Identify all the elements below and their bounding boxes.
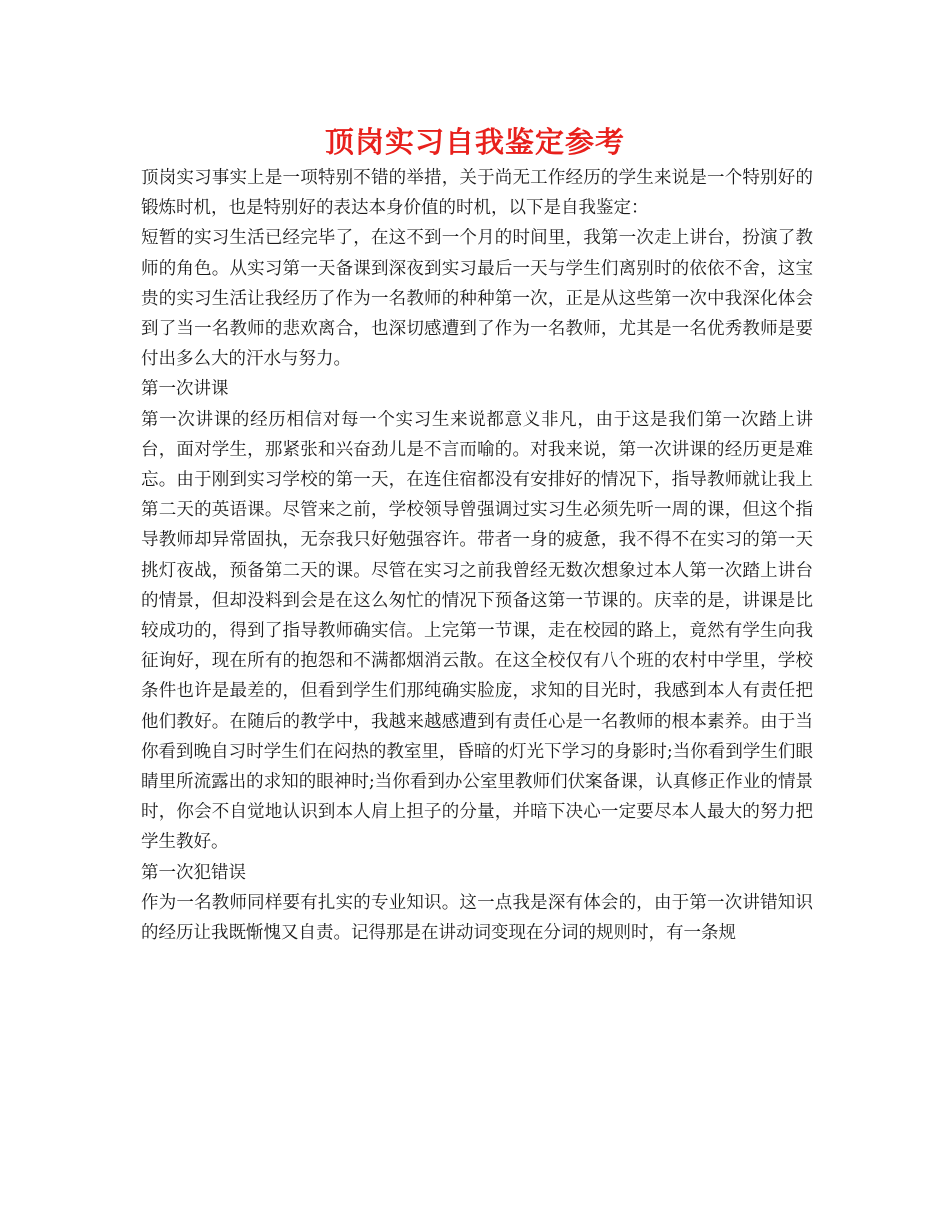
document-body bbox=[141, 163, 813, 948]
paragraph-intro: 顶岗实习事实上是一项特别不错的举措，关于尚无工作经历的学生来说是一个特别好的锻炼时机，也是特别好的表达本身价值的时机，以下是自我鉴定： bbox=[141, 168, 813, 219]
paragraph-summary: 短暂的实习生活已经完毕了，在这不到一个月的时间里，我第一次走上讲台，扮演了教师的角色。从实习第一天备课到深夜到实习最后一天与学生们离别时的依依不舍，这宝贵的实习生活让我经历了作为一名教师的种种第一次，正是从这些第一次中我深化体会到了当一名教师的悲欢离合，也深切感遭到了作为一名教师，尤其是一名优秀教师是要付出多么大的汗水与努力。 bbox=[141, 228, 813, 370]
section-heading-first-lecture: 第一次讲课 bbox=[141, 379, 229, 400]
paragraph-first-mistake: 作为一名教师同样要有扎实的专业知识。这一点我是深有体会的，由于第一次讲错知识的经历让我既惭愧又自责。记得那是在讲动词变现在分词的规则时，有一条规 bbox=[141, 892, 813, 944]
document-title: 顶岗实习自我鉴定参考 bbox=[324, 125, 625, 159]
paragraph-first-lecture: 第一次讲课的经历相信对每一个实习生来说都意义非凡，由于这是我们第一次踏上讲台，面对学生，那紧张和兴奋劲儿是不言而喻的。对我来说，第一次讲课的经历更是难忘。由于刚到实习学校的第一天，在连住宿都没有安排好的情况下，指导教师就让我上第二天的英语课。尽管来之前，学校领导曾强调过实习生必须先听一周的课，但这个指导教师却异常固执，无奈我只好勉强容许。带者一身的疲惫，我不得不在实习的第一天挑灯夜战，预备第二天的课。尽管在实习之前我曾经无数次想象过本人第一次踏上讲台的情景，但却没料到会是在这么匆忙的情况下预备这第一节课的。庆幸的是，讲课是比较成功的，得到了指导教师确实信。上完第一节课，走在校园的路上，竟然有学生向我征询好，现在所有的抱怨和不满都烟消云散。在这全校仅有八个班的农村中学里，学校条件也许是最差的，但看到学生们那纯确实脸庞，求知的目光时，我感到本人有责任把他们教好。在随后的教学中，我越来越感遭到有责任心是一名教师的根本素养。由于当你看到晚自习时学生们在闷热的教室里，昏暗的灯光下学习的身影时;当你看到学生们眼睛里所流露出的求知的眼神时;当你看到办公室里教师们伏案备课，认真修正作业的情景时，你会不自觉地认识到本人肩上担子的分量，并暗下决心一定要尽本人最大的努力把学生教好。 bbox=[141, 409, 813, 853]
section-heading-first-mistake: 第一次犯错误 bbox=[141, 862, 246, 883]
